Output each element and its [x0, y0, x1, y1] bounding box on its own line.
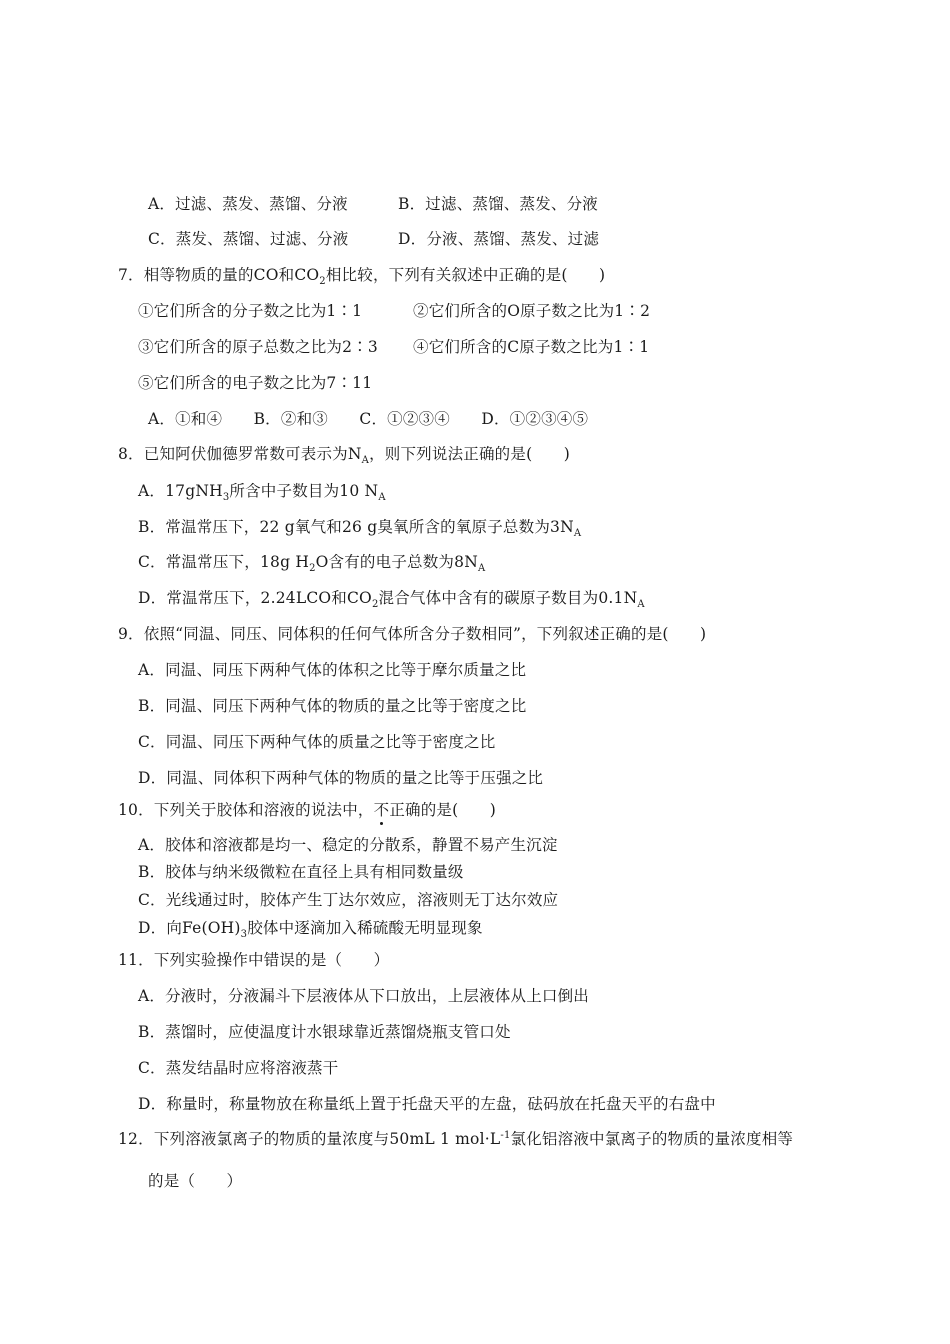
q10-option-c: C．光线通过时，胶体产生丁达尔效应，溶液则无丁达尔效应: [138, 891, 559, 909]
q12-stem-continued: 的是（ ）: [148, 1172, 243, 1190]
q7-statement-4: ④它们所含的C原子数之比为1∶1: [413, 338, 650, 356]
q6-options-row-2: [148, 229, 599, 249]
q10-stem: 10．下列关于胶体和溶液的说法中，不正确的是( ): [118, 801, 497, 819]
q12-stem: 12．下列溶液氯离子的物质的量浓度与50mL 1 $mol\cdot L^{-1}$氯化铝溶液中氯离子的物质的量浓度相等: [118, 1129, 794, 1148]
q9-stem: 9．依照“同温、同压、同体积的任何气体所含分子数相同”，下列叙述正确的是( ): [118, 625, 707, 643]
q6-option-c: C．蒸发、蒸馏、过滤、分液: [148, 230, 349, 248]
q7-statement-1: ①它们所含的分子数之比为1∶1: [138, 302, 363, 320]
q10-option-d: D．向$Fe(OH)_3$胶体中逐滴加入稀硫酸无明显现象: [138, 919, 483, 941]
q7-stem: 7．相等物质的量的CO和$CO_2$相比较，下列有关叙述中正确的是( ): [118, 266, 606, 288]
q10-option-a: A．胶体和溶液都是均一、稳定的分散系，静置不易产生沉淀: [138, 836, 558, 854]
q8-option-d: D．常温常压下，2.24LCO和$CO_2$混合气体中含有的碳原子数目为$0.1N_A$: [138, 589, 645, 611]
q9-option-d: D．同温、同体积下两种气体的物质的量之比等于压强之比: [138, 769, 544, 787]
q10-option-b: B．胶体与纳米级微粒在直径上具有相同数量级: [138, 863, 464, 881]
q9-option-c: C．同温、同压下两种气体的质量之比等于密度之比: [138, 733, 496, 751]
q7-statement-5: ⑤它们所含的电子数之比为7∶11: [138, 374, 373, 392]
emphasis-dot: 不: [373, 801, 390, 819]
q7-statements-row-2: [138, 337, 649, 357]
q11-option-a: A．分液时，分液漏斗下层液体从下口放出，上层液体从上口倒出: [138, 987, 589, 1005]
q8-option-c: C．常温常压下，18g $H_2O$含有的电子总数为$8N_A$: [138, 553, 486, 575]
q6-options-row-1: [148, 194, 598, 214]
q11-option-d: D．称量时，称量物放在称量纸上置于托盘天平的左盘，砝码放在托盘天平的右盘中: [138, 1095, 716, 1113]
q8-stem: 8．已知阿伏伽德罗常数可表示为$N_A$，则下列说法正确的是( ): [118, 445, 570, 467]
q6-option-b: B．过滤、蒸馏、蒸发、分液: [398, 195, 598, 213]
q11-option-b: B．蒸馏时，应使温度计水银球靠近蒸馏烧瓶支管口处: [138, 1023, 511, 1041]
q8-option-a: A．17gNH$_3$所含中子数目为10 $N_A$: [138, 482, 386, 504]
q7-statement-3: ③它们所含的原子总数之比为2∶3: [138, 338, 378, 356]
q8-option-b: B．常温常压下，22 g氧气和26 g臭氧所含的氧原子总数为$3N_A$: [138, 518, 582, 540]
q11-option-c: C．蒸发结晶时应将溶液蒸干: [138, 1059, 339, 1077]
q6-option-d: D．分液、蒸馏、蒸发、过滤: [398, 230, 600, 248]
q7-statements-row-1: [138, 301, 650, 321]
q7-options: A．①和④ B．②和③ C．①②③④ D．①②③④⑤: [148, 410, 589, 428]
q11-stem: 11．下列实验操作中错误的是（ ）: [118, 951, 390, 969]
q7-statement-2: ②它们所含的O原子数之比为1∶2: [413, 302, 651, 320]
q6-option-a: A．过滤、蒸发、蒸馏、分液: [148, 195, 348, 213]
q9-option-a: A．同温、同压下两种气体的体积之比等于摩尔质量之比: [138, 661, 527, 679]
q9-option-b: B．同温、同压下两种气体的物质的量之比等于密度之比: [138, 697, 527, 715]
